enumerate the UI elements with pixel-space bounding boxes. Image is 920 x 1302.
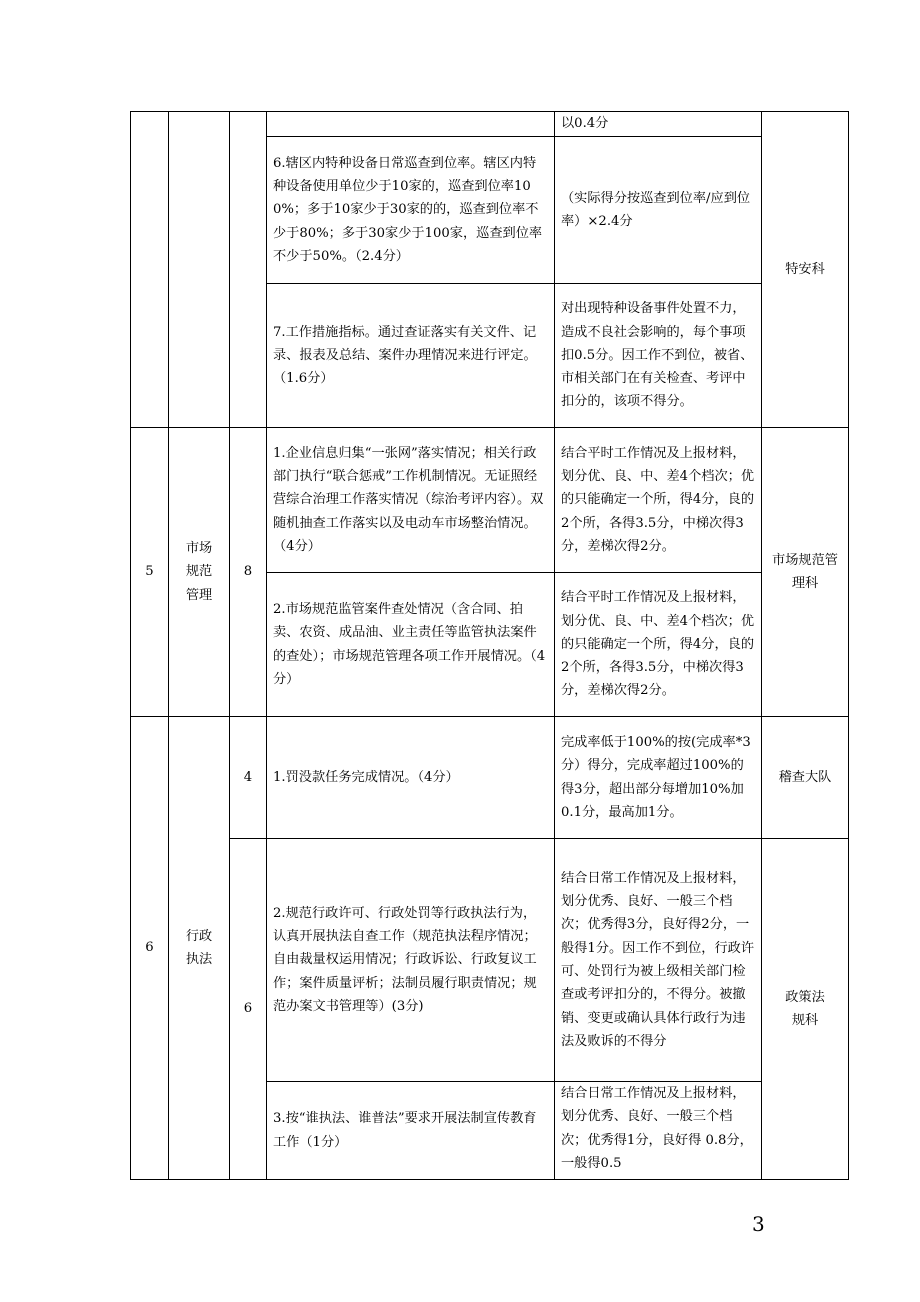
rule-cell: 以0.4分 [555, 112, 762, 137]
table-row [131, 112, 849, 137]
criterion-cell: 1.罚没款任务完成情况。（4分） [267, 717, 555, 839]
category-cell [169, 112, 230, 428]
department-cell: 特安科 [762, 112, 849, 428]
criterion-cell [267, 112, 555, 137]
department-cell: 政策法规科 [762, 839, 849, 1180]
rule-cell: 结合日常工作情况及上报材料，划分优秀、良好、一般三个档次；优秀得1分，良好得 0.8分，一般得0.5 [555, 1082, 762, 1180]
row-number-cell [131, 112, 169, 428]
rule-cell: （实际得分按巡查到位率/应到位率）×2.4分 [555, 137, 762, 284]
rule-cell: 结合平时工作情况及上报材料，划分优、良、中、差4个档次；优的只能确定一个所，得4分，良的2个所，各得3.5分，中梯次得3分，差梯次得2分。 [555, 428, 762, 573]
criterion-cell: 7.工作措施指标。通过查证落实有关文件、记录、报表及总结、案件办理情况来进行评定。（1.6分） [267, 284, 555, 428]
table-row [131, 428, 849, 573]
evaluation-table [130, 111, 849, 1180]
rule-cell: 结合日常工作情况及上报材料，划分优秀、良好、一般三个档次；优秀得3分，良好得2分，一般得1分。因工作不到位，行政许可、处罚行为被上级相关部门检查或考评扣分的，不得分。被撤销、变更或确认具体行政行为违法及败诉的不得分 [555, 839, 762, 1082]
category-cell: 市场规范管理 [169, 428, 230, 717]
category-cell: 行政执法 [169, 717, 230, 1180]
rule-cell: 结合平时工作情况及上报材料，划分优、良、中、差4个档次；优的只能确定一个所，得4分，良的2个所，各得3.5分，中梯次得3分，差梯次得2分。 [555, 573, 762, 717]
score-cell: 6 [230, 839, 267, 1180]
rule-cell: 对出现特种设备事件处置不力，造成不良社会影响的，每个事项扣0.5分。因工作不到位，被省、市相关部门在有关检查、考评中扣分的，该项不得分。 [555, 284, 762, 428]
criterion-cell: 2.规范行政许可、行政处罚等行政执法行为，认真开展执法自查工作（规范执法程序情况；自由裁量权运用情况；行政诉讼、行政复议工作；案件质量评析；法制员履行职责情况；规范办案文书管理等）(3分) [267, 839, 555, 1082]
row-number-cell: 6 [131, 717, 169, 1180]
department-cell: 市场规范管理科 [762, 428, 849, 717]
row-number-cell: 5 [131, 428, 169, 717]
criterion-cell: 6.辖区内特种设备日常巡查到位率。辖区内特种设备使用单位少于10家的，巡查到位率100%；多于10家少于30家的的，巡查到位率不少于80%；多于30家少于100家，巡查到位率不少于50%。（2.4分） [267, 137, 555, 284]
criterion-cell: 1.企业信息归集“一张网”落实情况；相关行政部门执行“联合惩戒”工作机制情况。无证照经营综合治理工作落实情况（综治考评内容）。双随机抽查工作落实以及电动车市场整治情况。（4分） [267, 428, 555, 573]
table-row [131, 839, 849, 1082]
criterion-cell: 2.市场规范监管案件查处情况（含合同、拍卖、农资、成品油、业主责任等监管执法案件的查处）；市场规范管理各项工作开展情况。（4分） [267, 573, 555, 717]
department-cell: 稽查大队 [762, 717, 849, 839]
score-cell: 4 [230, 717, 267, 839]
table-row [131, 717, 849, 839]
score-cell [230, 112, 267, 428]
page-number: 3 [752, 1212, 765, 1236]
rule-cell: 完成率低于100%的按(完成率*3分）得分，完成率超过100%的得3分，超出部分每增加10%加0.1分，最高加1分。 [555, 717, 762, 839]
score-cell: 8 [230, 428, 267, 717]
criterion-cell: 3.按“谁执法、谁普法”要求开展法制宣传教育工作（1分） [267, 1082, 555, 1180]
